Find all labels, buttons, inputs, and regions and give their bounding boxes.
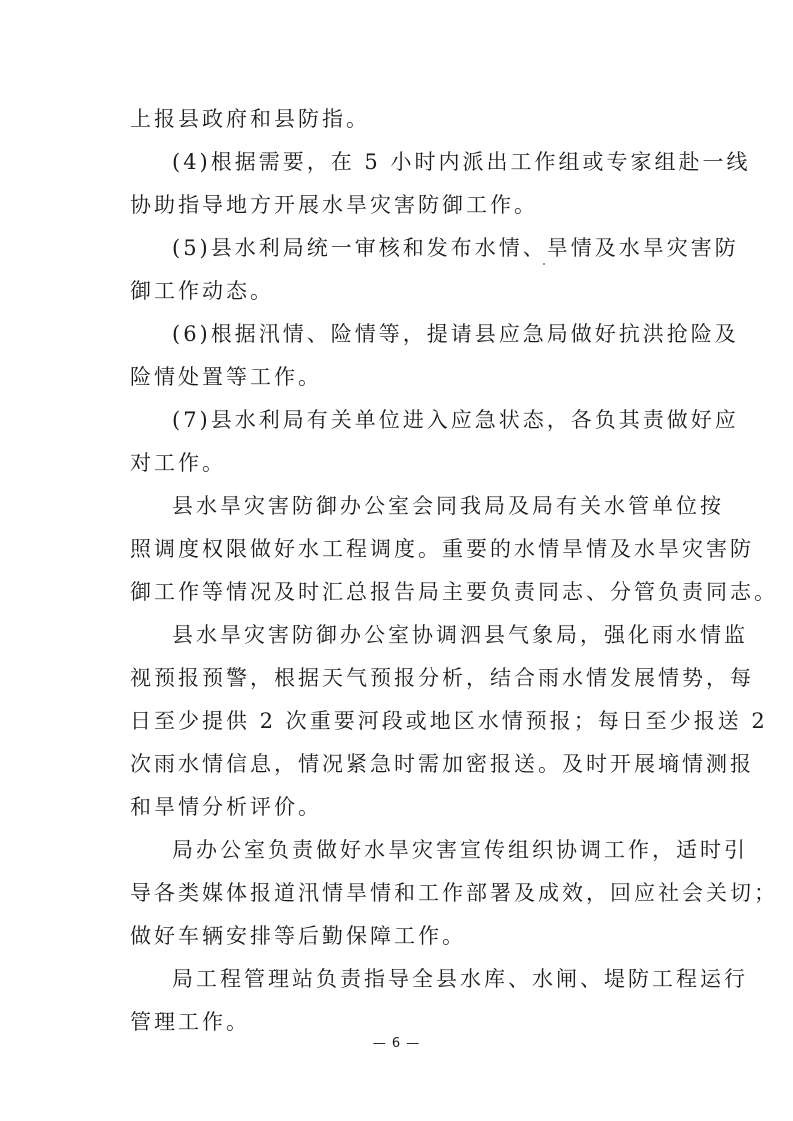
paragraph: [130, 485, 778, 614]
text-line: 御工作动态。: [130, 279, 274, 303]
text-line: 做好车辆安排等后勤保障工作。: [130, 924, 466, 948]
text-line: (7)县水利局有关单位进入应急状态，各负其责做好应: [172, 408, 739, 432]
text-line: (4)根据需要，在 5 小时内派出工作组或专家组赴一线: [172, 150, 751, 174]
text-line: 照调度权限做好水工程调度。重要的水情旱情及水旱灾害防: [130, 537, 754, 561]
text-line: 局工程管理站负责指导全县水库、水闸、堤防工程运行: [172, 967, 748, 991]
text-line: 局办公室负责做好水旱灾害宣传组织协调工作，适时引: [172, 838, 748, 862]
paragraph: [130, 227, 739, 313]
paragraph: [130, 141, 751, 227]
text-line: 管理工作。: [130, 1010, 250, 1034]
text-line: 日至少提供 2 次重要河段或地区水情预报；每日至少报送 2: [130, 709, 768, 733]
paragraph: [130, 958, 748, 1044]
text-line: 和旱情分析评价。: [130, 795, 322, 819]
text-line: 视预报预警，根据天气预报分析，结合雨水情发展情势，每: [130, 666, 754, 690]
text-line: 上报县政府和县防指。: [130, 107, 370, 131]
page-number: — 6 —: [372, 1036, 421, 1051]
text-line: 县水旱灾害防御办公室协调泗县气象局，强化雨水情监: [172, 623, 748, 647]
paragraph: [130, 829, 778, 958]
paragraph: [130, 98, 716, 141]
text-line: (5)县水利局统一审核和发布水情、旱情及水旱灾害防: [172, 236, 739, 260]
paragraph: [130, 313, 739, 399]
text-line: (6)根据汛情、险情等，提请县应急局做好抗洪抢险及: [172, 322, 739, 346]
text-line: 县水旱灾害防御办公室会同我局及局有关水管单位按: [172, 494, 724, 518]
scan-speck: [543, 263, 545, 265]
text-line: 导各类媒体报道汛情旱情和工作部署及成效，回应社会关切；: [130, 881, 778, 905]
paragraph: [130, 614, 768, 829]
text-line: 协助指导地方开展水旱灾害防御工作。: [130, 193, 538, 217]
text-line: 对工作。: [130, 451, 226, 475]
text-line: 险情处置等工作。: [130, 365, 322, 389]
text-line: 御工作等情况及时汇总报告局主要负责同志、分管负责同志。: [130, 580, 778, 604]
paragraph: [130, 399, 739, 485]
document-body: [130, 98, 778, 1044]
text-line: 次雨水情信息，情况紧急时需加密报送。及时开展墒情测报: [130, 752, 754, 776]
